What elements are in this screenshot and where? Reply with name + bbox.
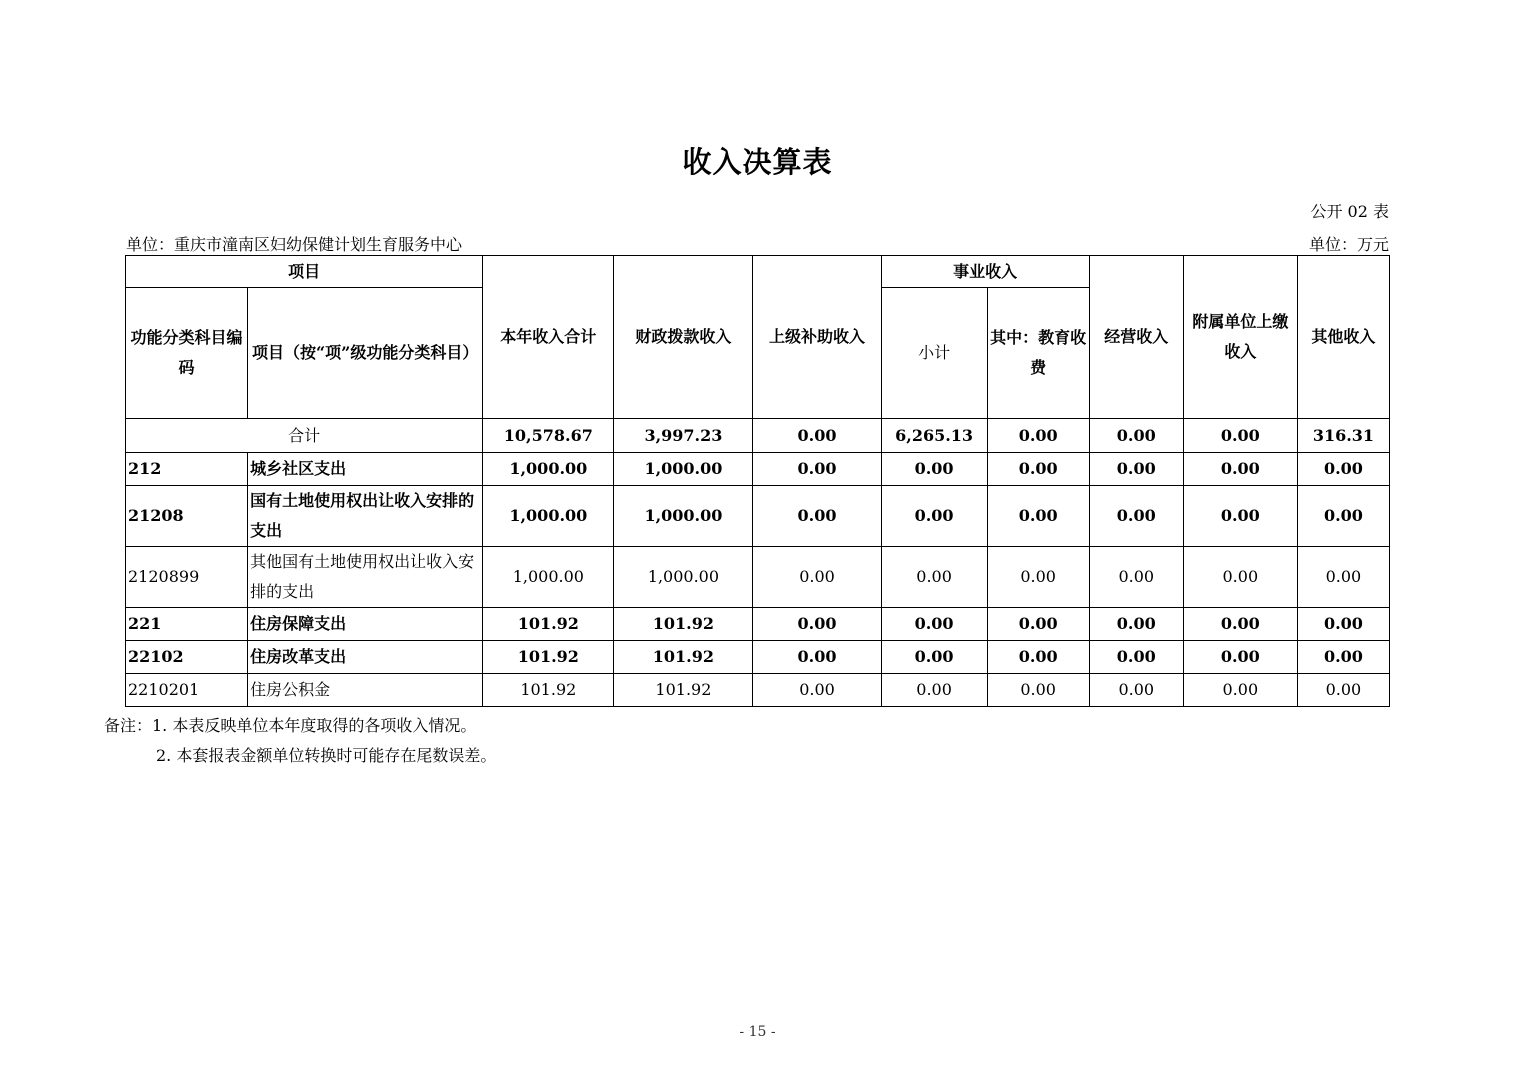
table-row: [126, 641, 1390, 674]
cell: 0.00: [1297, 641, 1389, 674]
table-row: [126, 453, 1390, 486]
row-name: 住房保障支出: [248, 608, 483, 641]
total-label: 合计: [126, 419, 483, 453]
cell: 0.00: [987, 453, 1089, 486]
cell: 0.00: [1089, 547, 1183, 608]
cell: 1,000.00: [614, 486, 753, 547]
cell: 0.00: [1183, 547, 1297, 608]
header-superior: 上级补助收入: [753, 256, 881, 419]
header-business: 事业收入: [881, 256, 1089, 288]
reporting-unit: 单位：重庆市潼南区妇幼保健计划生育服务中心: [126, 235, 463, 254]
cell: 0.00: [753, 641, 881, 674]
header-func-code: 功能分类科目编码: [126, 288, 248, 419]
cell: 0.00: [1089, 641, 1183, 674]
row-code: 212: [126, 453, 248, 486]
cell: 1,000.00: [483, 453, 614, 486]
cell: 0.00: [987, 419, 1089, 453]
row-name: 城乡社区支出: [248, 453, 483, 486]
income-table: [125, 255, 1390, 707]
cell: 3,997.23: [614, 419, 753, 453]
cell: 0.00: [753, 486, 881, 547]
cell: 1,000.00: [614, 453, 753, 486]
row-name: 国有土地使用权出让收入安排的支出: [248, 486, 483, 547]
table-row: [126, 486, 1390, 547]
cell: 0.00: [881, 486, 987, 547]
cell: 0.00: [1183, 674, 1297, 707]
table-row: [126, 608, 1390, 641]
header-project: 项目: [126, 256, 483, 288]
cell: 0.00: [753, 547, 881, 608]
cell: 0.00: [987, 486, 1089, 547]
table-row: [126, 674, 1390, 707]
cell: 0.00: [1183, 419, 1297, 453]
cell: 0.00: [1089, 608, 1183, 641]
page-number: - 15 -: [739, 1024, 776, 1040]
header-total: 本年收入合计: [483, 256, 614, 419]
row-name: 其他国有土地使用权出让收入安排的支出: [248, 547, 483, 608]
cell: 101.92: [614, 674, 753, 707]
cell: 0.00: [987, 547, 1089, 608]
cell: 0.00: [1297, 547, 1389, 608]
cell: 101.92: [614, 641, 753, 674]
cell: 0.00: [1089, 486, 1183, 547]
header-project-name: 项目（按“项”级功能分类科目）: [248, 288, 483, 419]
cell: 0.00: [1297, 674, 1389, 707]
cell: 101.92: [483, 674, 614, 707]
table-row: [126, 547, 1390, 608]
cell: 0.00: [1297, 608, 1389, 641]
cell: 10,578.67: [483, 419, 614, 453]
row-code: 22102: [126, 641, 248, 674]
row-name: 住房改革支出: [248, 641, 483, 674]
header-edu: 其中：教育收费: [987, 288, 1089, 419]
header-other: 其他收入: [1297, 256, 1389, 419]
cell: 0.00: [1089, 674, 1183, 707]
cell: 0.00: [1297, 453, 1389, 486]
page-title: 收入决算表: [682, 145, 833, 179]
note-line-1: 备注：1. 本表反映单位本年度取得的各项收入情况。: [104, 716, 477, 735]
row-code: 2120899: [126, 547, 248, 608]
cell: 0.00: [881, 674, 987, 707]
cell: 0.00: [1183, 486, 1297, 547]
cell: 101.92: [483, 641, 614, 674]
cell: 0.00: [881, 608, 987, 641]
cell: 6,265.13: [881, 419, 987, 453]
cell: 0.00: [987, 608, 1089, 641]
total-row: [126, 419, 1390, 453]
cell: 0.00: [1183, 608, 1297, 641]
cell: 0.00: [881, 641, 987, 674]
cell: 101.92: [483, 608, 614, 641]
row-code: 2210201: [126, 674, 248, 707]
header-operating: 经营收入: [1089, 256, 1183, 419]
cell: 0.00: [881, 547, 987, 608]
header-fiscal: 财政拨款收入: [614, 256, 753, 419]
cell: 0.00: [753, 453, 881, 486]
header-subtotal: 小计: [881, 288, 987, 419]
cell: 0.00: [1183, 641, 1297, 674]
cell: 0.00: [753, 608, 881, 641]
cell: 0.00: [1183, 453, 1297, 486]
cell: 0.00: [1089, 453, 1183, 486]
cell: 0.00: [1297, 486, 1389, 547]
cell: 1,000.00: [483, 486, 614, 547]
currency-unit: 单位：万元: [1308, 235, 1389, 254]
notes: [104, 711, 496, 771]
cell: 0.00: [987, 674, 1089, 707]
row-name: 住房公积金: [248, 674, 483, 707]
cell: 0.00: [881, 453, 987, 486]
cell: 1,000.00: [483, 547, 614, 608]
note-line-2: 2. 本套报表金额单位转换时可能存在尾数误差。: [156, 746, 497, 765]
cell: 0.00: [987, 641, 1089, 674]
cell: 101.92: [614, 608, 753, 641]
row-code: 221: [126, 608, 248, 641]
form-number: 公开 02 表: [1310, 202, 1389, 221]
row-code: 21208: [126, 486, 248, 547]
header-affiliate: 附属单位上缴收入: [1183, 256, 1297, 419]
cell: 0.00: [1089, 419, 1183, 453]
cell: 0.00: [753, 419, 881, 453]
cell: 316.31: [1297, 419, 1389, 453]
cell: 0.00: [753, 674, 881, 707]
cell: 1,000.00: [614, 547, 753, 608]
